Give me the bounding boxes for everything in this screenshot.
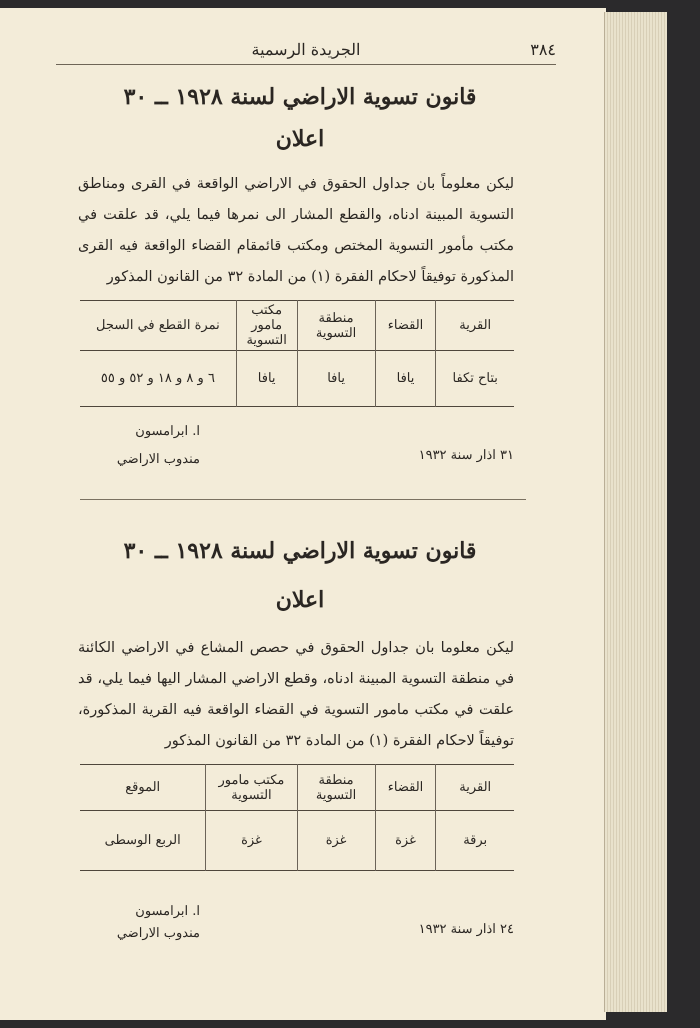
notice1-cell-district: يافا	[375, 351, 436, 407]
notice2-table	[80, 764, 514, 871]
notice1-signature-title: مندوب الاراضي	[116, 452, 200, 467]
notice1-title: قانون تسوية الاراضي لسنة ١٩٢٨ ــ ٣٠	[123, 84, 477, 110]
notice1-col-district: القضاء	[375, 301, 436, 351]
notice2-date: ٢٤ اذار سنة ١٩٣٢	[418, 922, 514, 937]
notice2-col-settlement-area: منطقة التسوية	[297, 765, 375, 811]
notice2-cell-village: برقة	[436, 811, 514, 871]
notice1-body: ليكن معلوماً بان جداول الحقوق في الاراضي الواقعة في القرى ومناطق التسوية المبينة ادناه، والقطع المشار الى نمرها فيما يلي، قد علقت في مكتب مأمور التسوية المختص ومكتب قائمقام القضاء الواقعة فيه القرى المذكورة توفيقاً لاحكام الفقرة (١) من المادة ٣٢ من القانون المذكور	[78, 176, 514, 285]
page-number: ٣٨٤	[530, 40, 556, 59]
notice1-table	[80, 300, 514, 407]
journal-title: الجريدة الرسمية	[251, 40, 361, 59]
notice2-cell-location: الربع الوسطى	[104, 833, 181, 848]
notice-divider	[80, 499, 526, 500]
notice1-subtitle: اعلان	[275, 126, 325, 152]
journal-page	[0, 8, 606, 1020]
notice1-col-parcel-numbers: نمرة القطع في السجل	[96, 318, 220, 333]
notice1-col-settlement-office: مكتب مامور التسوية	[236, 301, 297, 351]
notice1-col-village: القرية	[436, 301, 514, 351]
notice2-col-district: القضاء	[375, 765, 436, 811]
notice2-col-settlement-office: مكتب مامور التسوية	[206, 765, 297, 811]
notice1-col-settlement-area: منطقة التسوية	[297, 301, 375, 351]
notice2-col-location: الموقع	[125, 780, 161, 795]
notice2-cell-settlement-office: غزة	[206, 811, 297, 871]
notice1-date: ٣١ اذار سنة ١٩٣٢	[418, 448, 514, 463]
notice1-cell-settlement-area: يافا	[297, 351, 375, 407]
notice2-signature-title: مندوب الاراضي	[116, 926, 200, 941]
notice2-signature-name: ا. ابرامسون	[135, 904, 200, 919]
running-header	[56, 38, 556, 65]
notice2-body: ليكن معلوما بان جداول الحقوق في حصص المشاع في الاراضي الكائنة في منطقة التسوية المبينة ادناه، وقطع الاراضي المشار اليها فيما يلي، قد علقت في مكتب مامور التسوية في القضاء الواقعة فيه القرية المذكورة، توفيقاً لاحكام الفقرة (١) من المادة ٣٢ من القانون المذكور	[78, 640, 514, 749]
notice1-cell-village: بتاح تكفا	[436, 351, 514, 407]
notice1-cell-parcel-numbers: ٦ و ٨ و ١٨ و ٥٢ و ٥٥	[100, 371, 215, 386]
notice2-cell-settlement-area: غزة	[297, 811, 375, 871]
notice1-cell-settlement-office: يافا	[236, 351, 297, 407]
notice1-signature-name: ا. ابرامسون	[135, 424, 200, 439]
page-stack-edge	[604, 12, 667, 1012]
notice2-cell-district: غزة	[375, 811, 436, 871]
notice2-table-row	[80, 811, 514, 871]
notice2-col-village: القرية	[436, 765, 514, 811]
notice2-title: قانون تسوية الاراضي لسنة ١٩٢٨ ــ ٣٠	[123, 538, 477, 564]
notice2-subtitle: اعلان	[275, 587, 325, 613]
notice1-table-row	[80, 351, 514, 407]
